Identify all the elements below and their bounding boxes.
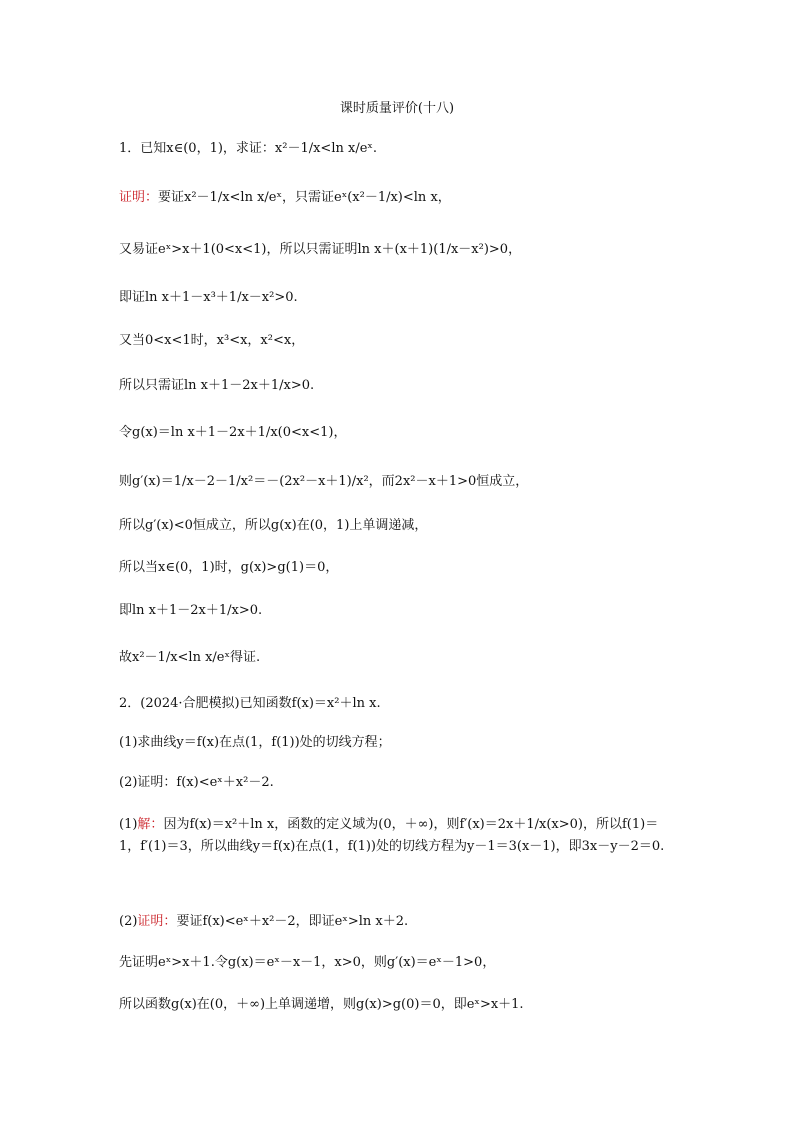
problem-2-part-1: (1)求曲线y＝f(x)在点(1，f(1))处的切线方程； (119, 735, 391, 750)
problem-1-proof-line-7: 则g′(x)＝1/x－2－1/x²＝－(2x²－x＋1)/x²，而2x²－x＋1>0恒成立， (119, 474, 529, 489)
problem-2-solution-1 (119, 814, 679, 858)
problem-2-part-2: (2)证明：f(x)<eˣ＋x²－2. (119, 775, 274, 790)
solution-1-text: 因为f(x)＝x²＋ln x，函数的定义域为(0，＋∞)，则f′(x)＝2x＋1/x(x>0)，所以f(1)＝1，f′(1)＝3，所以曲线y＝f(x)在点(1，f(1))处的切线方程为y－1＝3(x－1)，即3x－y－2＝0. (119, 817, 665, 854)
solution-2-prefix: (2) (119, 914, 138, 929)
problem-1-proof-line-1 (119, 190, 679, 206)
problem-2-solution-4: 所以函数g(x)在(0，＋∞)上单调递增，则g(x)>g(0)＝0，即eˣ>x＋1. (119, 997, 524, 1012)
problem-1-proof-line-4: 又当0<x<1时，x³<x，x²<x， (119, 333, 305, 348)
solution-1-prefix: (1) (119, 817, 138, 832)
problem-1-proof-line-8: 所以g′(x)<0恒成立，所以g(x)在(0，1)上单调递减， (119, 518, 428, 533)
solution-2-text: 要证f(x)<eˣ＋x²－2，即证eˣ>ln x＋2. (176, 914, 409, 929)
problem-1-proof-line-11: 故x²－1/x<ln x/eˣ得证. (119, 650, 261, 665)
problem-1-proof-line-9: 所以当x∈(0，1)时，g(x)>g(1)＝0， (119, 560, 339, 575)
problem-1-proof-line-3: 即证ln x＋1－x³＋1/x－x²>0. (119, 290, 298, 305)
problem-1-proof-line-5: 所以只需证ln x＋1－2x＋1/x>0. (119, 378, 315, 393)
problem-1-proof-line-10: 即ln x＋1－2x＋1/x>0. (119, 603, 263, 618)
proof-label-2: 证明： (137, 914, 177, 929)
problem-1-proof-line-6: 令g(x)＝ln x＋1－2x＋1/x(0<x<1)， (119, 425, 347, 440)
problem-2-solution-2 (119, 914, 679, 930)
problem-2-statement: 2．(2024·合肥模拟)已知函数f(x)＝x²＋ln x. (119, 696, 381, 711)
page-title: 课时质量评价(十八) (339, 101, 455, 116)
solution-label: 解： (137, 817, 164, 832)
problem-1-statement: 1．已知x∈(0，1)，求证：x²－1/x<ln x/eˣ. (119, 141, 378, 156)
proof-label: 证明： (119, 190, 159, 205)
proof-text: 要证x²－1/x<ln x/eˣ，只需证eˣ(x²－1/x)<ln x， (158, 190, 451, 205)
problem-1-proof-line-2: 又易证eˣ>x＋1(0<x<1)，所以只需证明ln x＋(x＋1)(1/x－x²)>0， (119, 242, 522, 257)
problem-2-solution-3: 先证明eˣ>x＋1.令g(x)＝eˣ－x－1，x>0，则g′(x)＝eˣ－1>0， (119, 955, 496, 970)
